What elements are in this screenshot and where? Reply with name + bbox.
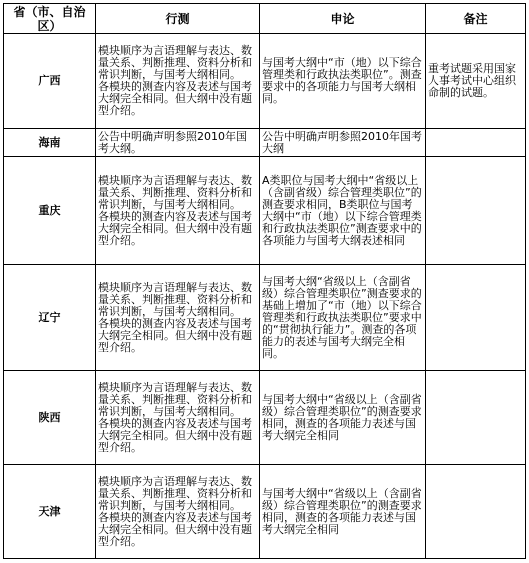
table-row <box>4 371 526 465</box>
note-cell <box>426 465 526 559</box>
shenlun-cell: A类职位与国考大纲中“省级以上（含副省级）综合管理类职位”的测查要求相同，B类职位与国考大纲中“市（地）以下综合管理类和行政执法类职位”测查要求中的各项能力与国考大纲表述相同 <box>260 157 426 265</box>
province-cell: 广西 <box>4 34 96 129</box>
note-cell <box>426 157 526 265</box>
shenlun-cell: 与国考大纲中“省级以上（含副省级）综合管理类职位”的测查要求相同，测查的各项能力表述与国考大纲完全相同 <box>260 371 426 465</box>
header-province: 省（市、自治区） <box>4 4 96 34</box>
shenlun-cell: 公告中明确声明参照2010年国考大纲 <box>260 129 426 157</box>
table-row <box>4 129 526 157</box>
note-cell <box>426 265 526 371</box>
table-row <box>4 265 526 371</box>
province-cell: 陕西 <box>4 371 96 465</box>
xingce-cell: 模块顺序为言语理解与表达、数量关系、判断推理、资料分析和常识判断，与国考大纲相同。 各模块的测查内容及表述与国考大纲完全相同。但大纲中没有题型介绍。 <box>96 265 260 371</box>
header-xingce: 行测 <box>96 4 260 34</box>
xingce-cell: 模块顺序为言语理解与表达、数量关系、判断推理、资料分析和常识判断，与国考大纲相同。 各模块的测查内容及表述与国考大纲完全相同。但大纲中没有题型介绍。 <box>96 157 260 265</box>
header-note: 备注 <box>426 4 526 34</box>
xingce-cell: 模块顺序为言语理解与表达、数量关系、判断推理、资料分析和常识判断，与国考大纲相同。 各模块的测查内容及表述与国考大纲完全相同。但大纲中没有题型介绍。 <box>96 34 260 129</box>
shenlun-cell: 与国考大纲中“省级以上（含副省级）综合管理类职位”的测查要求相同，测查的各项能力表述与国考大纲完全相同 <box>260 465 426 559</box>
xingce-cell: 模块顺序为言语理解与表达、数量关系、判断推理、资料分析和常识判断，与国考大纲相同。 各模块的测查内容及表述与国考大纲完全相同。但大纲中没有题型介绍。 <box>96 371 260 465</box>
table-row <box>4 157 526 265</box>
table-row <box>4 465 526 559</box>
note-cell <box>426 129 526 157</box>
shenlun-cell: 与国考大纲中“市（地）以下综合管理类和行政执法类职位”。测查要求中的各项能力与国考大纲相同。 <box>260 34 426 129</box>
note-cell: 重考试题采用国家人事考试中心组织命制的试题。 <box>426 34 526 129</box>
exam-outline-comparison-table <box>3 3 526 559</box>
table-row <box>4 34 526 129</box>
note-cell <box>426 371 526 465</box>
province-cell: 重庆 <box>4 157 96 265</box>
xingce-cell: 模块顺序为言语理解与表达、数量关系、判断推理、资料分析和常识判断，与国考大纲相同。 各模块的测查内容及表述与国考大纲完全相同。但大纲中没有题型介绍。 <box>96 465 260 559</box>
xingce-cell: 公告中明确声明参照2010年国考大纲。 <box>96 129 260 157</box>
header-row <box>4 4 526 34</box>
header-shenlun: 申论 <box>260 4 426 34</box>
province-cell: 天津 <box>4 465 96 559</box>
province-cell: 海南 <box>4 129 96 157</box>
shenlun-cell: 与国考大纲“省级以上（含副省级）综合管理类职位”测查要求的基础上增加了“市（地）以下综合管理类和行政执法类职位”要求中的“贯彻执行能力”。测查的各项能力的表述与国考大纲完全相同。 <box>260 265 426 371</box>
province-cell: 辽宁 <box>4 265 96 371</box>
